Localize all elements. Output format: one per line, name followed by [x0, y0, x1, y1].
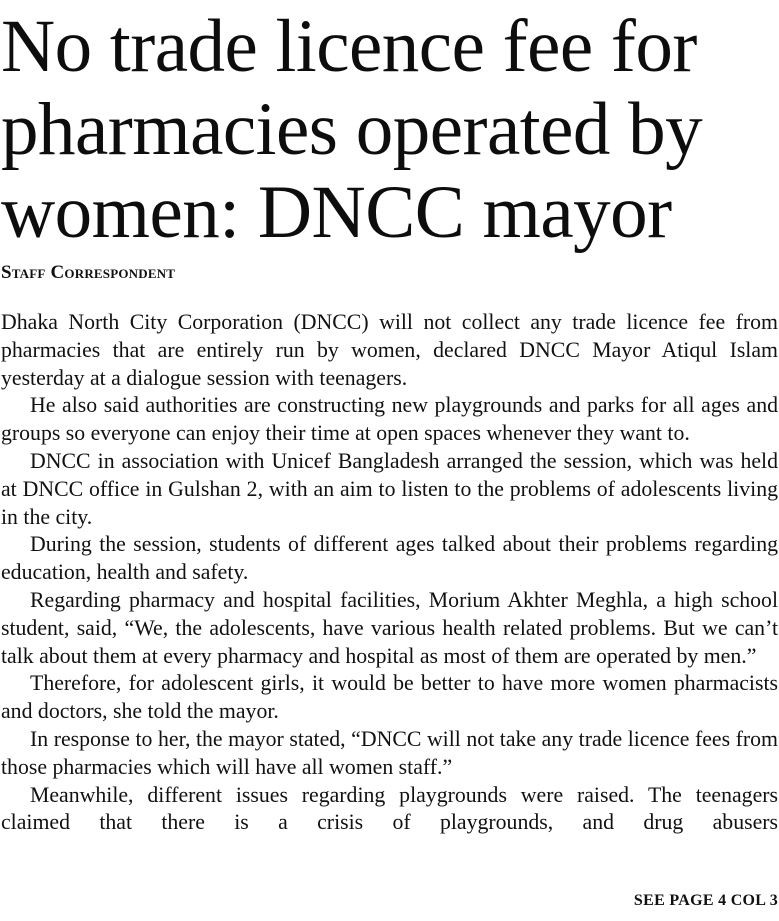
continuation-note: SEE PAGE 4 COL 3 [633, 892, 778, 909]
paragraph: Regarding pharmacy and hospital facilities, Morium Akhter Meghla, a high school student, said, “We, the adolescents, have various health related problems. But we can’t talk about them at every pharmacy and hospital as most of them are operated by men.” [1, 587, 778, 668]
headline [0, 5, 779, 254]
paragraph: Meanwhile, different issues regarding playgrounds were raised. The teenagers claimed that there is a crisis of playgrounds, and drug abusers [1, 782, 778, 835]
paragraph: DNCC in association with Unicef Bangladesh arranged the session, which was held at DNCC office in Gulshan 2, with an aim to listen to the problems of adolescents living in the city. [1, 448, 778, 529]
paragraph: During the session, students of different ages talked about their problems regarding education, health and safety. [1, 532, 778, 585]
headline-line: No trade licence fee for [1, 5, 697, 88]
headline-line: pharmacies operated by [1, 88, 703, 171]
article-body [1, 309, 778, 837]
headline-line: women: DNCC mayor [1, 171, 672, 254]
paragraph: He also said authorities are constructing new playgrounds and parks for all ages and groups so everyone can enjoy their time at open spaces whenever they want to. [1, 393, 778, 446]
paragraph: Therefore, for adolescent girls, it would be better to have more women pharmacists and doctors, she told the mayor. [1, 671, 778, 724]
paragraph: Dhaka North City Corporation (DNCC) will not collect any trade licence fee from pharmacies that are entirely run by women, declared DNCC Mayor Atiqul Islam yesterday at a dialogue session with teenagers. [1, 310, 778, 390]
paragraph: In response to her, the mayor stated, “DNCC will not take any trade licence fees from those pharmacies which will have all women staff.” [1, 726, 778, 779]
byline: Staff Correspondent [1, 262, 176, 283]
